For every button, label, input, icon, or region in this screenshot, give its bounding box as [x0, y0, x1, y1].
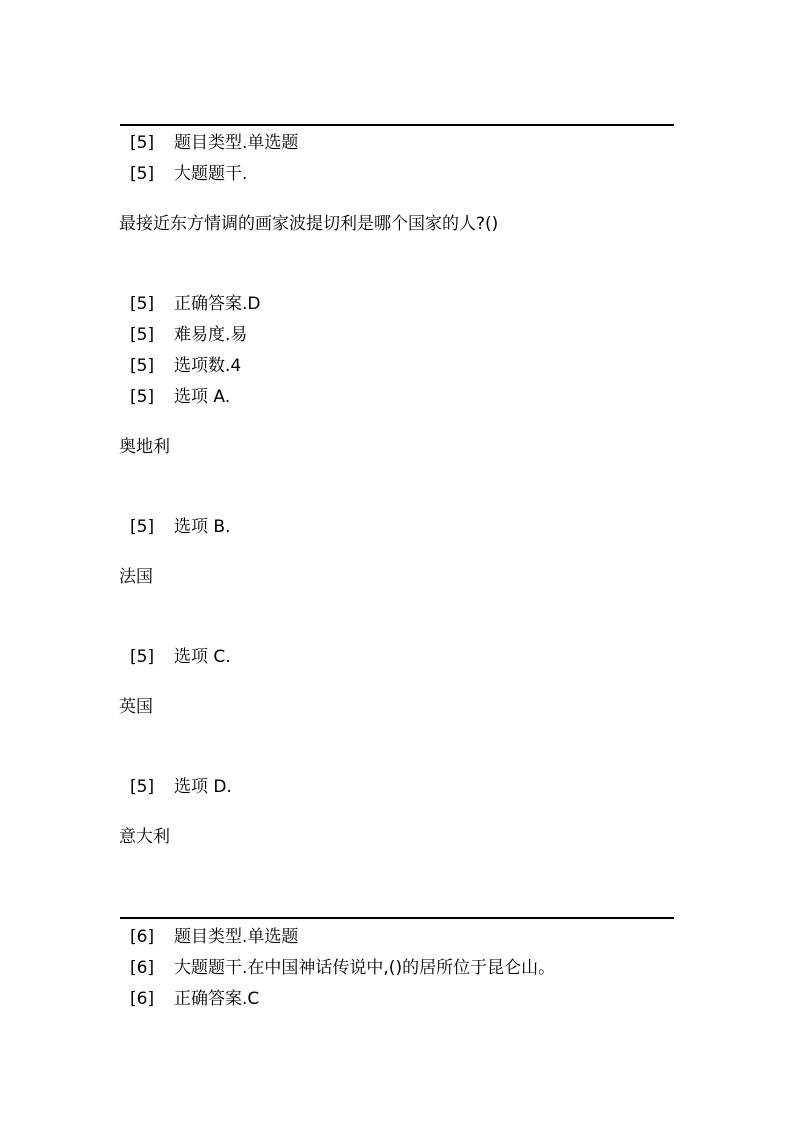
q5-stem-text: 最接近东方情调的画家波提切利是哪个国家的人?() [119, 214, 499, 234]
q5-answer-text: 正确答案.D [174, 294, 261, 314]
q5-option-c-label [130, 646, 231, 668]
q5-difficulty-field [130, 324, 247, 346]
q6-type-num: [6] [130, 927, 155, 947]
q6-answer-field [130, 988, 259, 1010]
q5-difficulty-num: [5] [130, 325, 155, 345]
q5-option-d-num: [5] [130, 777, 155, 797]
q5-option-a-num: [5] [130, 387, 155, 407]
q6-type-text: 题目类型.单选题 [174, 927, 299, 947]
q5-answer-num: [5] [130, 294, 155, 314]
q5-type-num: [5] [130, 133, 155, 153]
q5-option-b-label-text: 选项 B. [174, 517, 231, 537]
q5-option-a-text: 奥地利 [119, 437, 170, 457]
q5-type-field [130, 132, 298, 154]
q5-option-b-num: [5] [130, 517, 155, 537]
q5-option-c-num: [5] [130, 647, 155, 667]
q5-stem-label-text: 大题题干. [174, 164, 248, 184]
q5-option-d-label [130, 776, 232, 798]
q5-stem-label-field [130, 163, 247, 185]
q5-type-text: 题目类型.单选题 [174, 133, 299, 153]
q5-option-count-num: [5] [130, 356, 155, 376]
q5-option-b-text: 法国 [119, 567, 153, 587]
q5-option-c-text: 英国 [119, 697, 153, 717]
q5-option-count-field [130, 355, 241, 377]
q5-stem-label-num: [5] [130, 164, 155, 184]
q5-option-c-label-text: 选项 C. [174, 647, 231, 667]
q6-answer-text: 正确答案.C [174, 989, 260, 1009]
question-6-divider [120, 917, 674, 919]
q5-option-count-text: 选项数.4 [174, 356, 242, 376]
q5-option-a-label-text: 选项 A. [174, 387, 231, 407]
q5-answer-field [130, 293, 261, 315]
q5-option-d-label-text: 选项 D. [174, 777, 232, 797]
q5-difficulty-text: 难易度.易 [174, 325, 248, 345]
q5-option-a-label [130, 386, 230, 408]
question-5-divider [120, 124, 674, 126]
q6-stem-label-text: 大题题干.在中国神话传说中,()的居所位于昆仑山。 [174, 958, 556, 978]
q6-type-field [130, 926, 298, 948]
q5-option-d-text: 意大利 [119, 827, 170, 847]
q5-option-b-label [130, 516, 230, 538]
q6-answer-num: [6] [130, 989, 155, 1009]
q6-stem-label-num: [6] [130, 958, 155, 978]
q6-stem-label-field [130, 957, 555, 979]
